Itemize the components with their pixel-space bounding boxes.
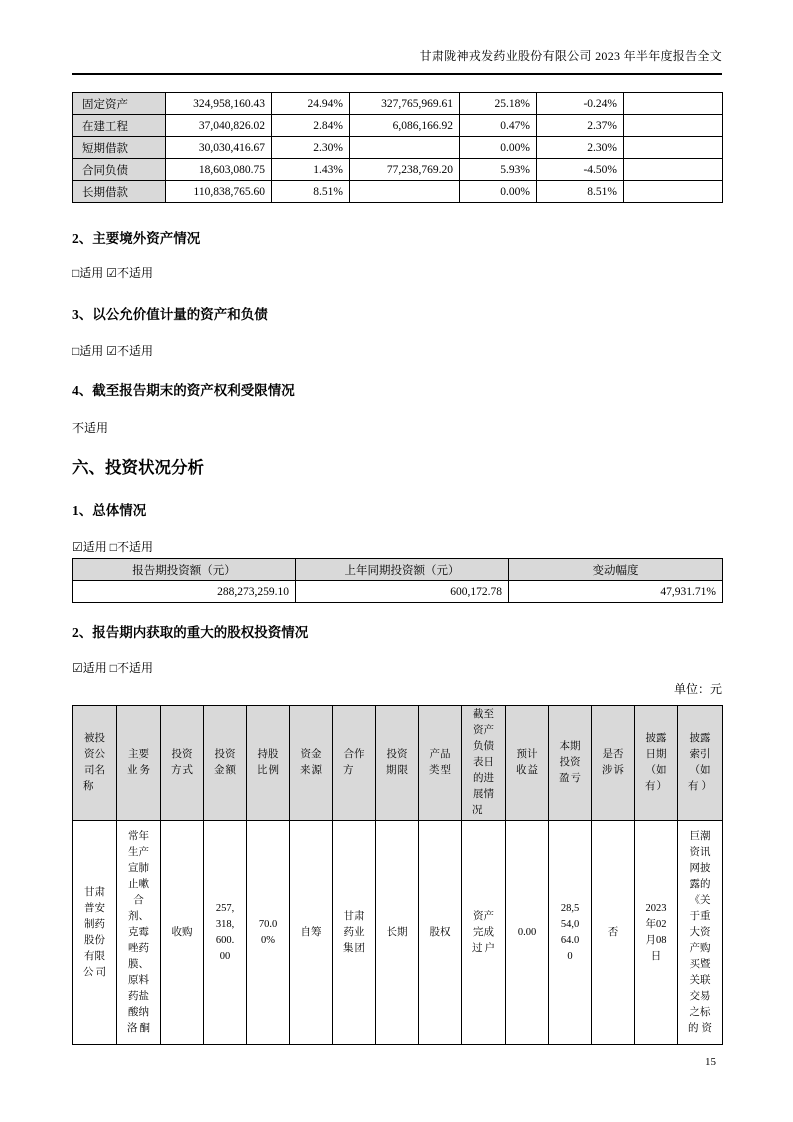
table-row (73, 821, 723, 1045)
summary-header-cell: 上年同期投资额（元） (296, 559, 509, 581)
asset-ratio-change-cell: -4.50% (537, 159, 624, 181)
equity-header-cell: 产品类型 (419, 706, 462, 821)
asset-amount-begin-cell (350, 137, 460, 159)
asset-item-cell: 长期借款 (73, 181, 166, 203)
table-row (73, 581, 723, 603)
equity-header-cell: 资金来源 (290, 706, 333, 821)
asset-ratio-end-cell: 2.84% (272, 115, 350, 137)
asset-item-cell: 短期借款 (73, 137, 166, 159)
section-title-major-equity: 2、报告期内获取的重大的股权投资情况 (72, 625, 309, 640)
asset-ratio-change-cell: -0.24% (537, 93, 624, 115)
report-header-title: 甘肃陇神戎发药业股份有限公司 2023 年半年度报告全文 (419, 49, 722, 63)
asset-item-cell: 在建工程 (73, 115, 166, 137)
main-business-cell: 常年生产宣肺止嗽合剂、克霉唑药膜、原料药盐酸纳洛酮 (117, 821, 161, 1045)
applicability-line: ☑适用 □不适用 (72, 661, 154, 675)
asset-amount-begin-cell: 77,238,769.20 (350, 159, 460, 181)
asset-amount-begin-cell (350, 181, 460, 203)
investment-method-cell: 收购 (161, 821, 204, 1045)
litigation-cell: 否 (592, 821, 635, 1045)
equity-header-cell: 持股比例 (247, 706, 290, 821)
equity-header-cell: 被投资公司名称 (73, 706, 117, 821)
disclosure-date-cell: 2023年02月08日 (635, 821, 678, 1045)
disclosure-index-cell: 巨潮资讯网披露的《关于重大资产购买暨关联交易之标的资 (678, 821, 723, 1045)
section-title-overall: 1、总体情况 (72, 503, 147, 518)
current-profit-loss-cell: 28,554,064.00 (549, 821, 592, 1045)
asset-note-cell (624, 159, 723, 181)
table-header-row (73, 706, 723, 821)
equity-header-cell: 投资方式 (161, 706, 204, 821)
asset-item-cell: 固定资产 (73, 93, 166, 115)
asset-amount-end-cell: 110,838,765.60 (166, 181, 272, 203)
equity-header-cell: 披露索引（如有） (678, 706, 723, 821)
product-type-cell: 股权 (419, 821, 462, 1045)
asset-note-cell (624, 181, 723, 203)
asset-amount-end-cell: 37,040,826.02 (166, 115, 272, 137)
equity-header-cell: 截至资产负债表日的进展情况 (462, 706, 506, 821)
table-row (73, 159, 723, 181)
asset-ratio-begin-cell: 5.93% (460, 159, 537, 181)
table-header-row (73, 559, 723, 581)
table-row (73, 137, 723, 159)
progress-cell: 资产完成过户 (462, 821, 506, 1045)
asset-ratio-end-cell: 8.51% (272, 181, 350, 203)
applicability-line: □适用 ☑不适用 (72, 266, 154, 280)
summary-header-cell: 变动幅度 (509, 559, 723, 581)
asset-amount-end-cell: 30,030,416.67 (166, 137, 272, 159)
asset-ratio-change-cell: 2.37% (537, 115, 624, 137)
header-rule (72, 73, 722, 75)
equity-header-cell: 披露日期（如有） (635, 706, 678, 821)
equity-header-cell: 投资金额 (204, 706, 247, 821)
equity-header-cell: 投资期限 (376, 706, 419, 821)
table-row (73, 181, 723, 203)
section-title-overseas-assets: 2、主要境外资产情况 (72, 231, 201, 246)
equity-header-cell: 主要业务 (117, 706, 161, 821)
applicability-line: □适用 ☑不适用 (72, 344, 154, 358)
table-row (73, 115, 723, 137)
shareholding-ratio-cell: 70.00% (247, 821, 290, 1045)
summary-value-cell: 288,273,259.10 (73, 581, 296, 603)
summary-header-cell: 报告期投资额（元） (73, 559, 296, 581)
investment-term-cell: 长期 (376, 821, 419, 1045)
asset-amount-begin-cell: 327,765,969.61 (350, 93, 460, 115)
equity-header-cell: 是否涉诉 (592, 706, 635, 821)
applicability-line: ☑适用 □不适用 (72, 540, 154, 554)
asset-ratio-begin-cell: 0.00% (460, 137, 537, 159)
asset-item-cell: 合同负债 (73, 159, 166, 181)
asset-amount-begin-cell: 6,086,166.92 (350, 115, 460, 137)
table-row (73, 93, 723, 115)
section-title-restricted-rights: 4、截至报告期末的资产权利受限情况 (72, 383, 295, 398)
not-applicable-line: 不适用 (72, 421, 109, 435)
asset-amount-end-cell: 324,958,160.43 (166, 93, 272, 115)
asset-ratio-begin-cell: 0.00% (460, 181, 537, 203)
summary-value-cell: 600,172.78 (296, 581, 509, 603)
expected-return-cell: 0.00 (506, 821, 549, 1045)
asset-amount-end-cell: 18,603,080.75 (166, 159, 272, 181)
equity-header-cell: 预计收益 (506, 706, 549, 821)
investment-summary-table (72, 558, 723, 603)
asset-ratio-end-cell: 24.94% (272, 93, 350, 115)
unit-label: 单位：元 (673, 682, 722, 696)
equity-header-cell: 本期投资盈亏 (549, 706, 592, 821)
asset-ratio-end-cell: 2.30% (272, 137, 350, 159)
asset-ratio-begin-cell: 0.47% (460, 115, 537, 137)
funding-source-cell: 自筹 (290, 821, 333, 1045)
equity-header-cell: 合作方 (333, 706, 376, 821)
summary-value-cell: 47,931.71% (509, 581, 723, 603)
asset-ratio-change-cell: 2.30% (537, 137, 624, 159)
asset-ratio-change-cell: 8.51% (537, 181, 624, 203)
section-title-investment-analysis: 六、投资状况分析 (72, 458, 204, 477)
asset-ratio-begin-cell: 25.18% (460, 93, 537, 115)
asset-note-cell (624, 93, 723, 115)
asset-ratio-end-cell: 1.43% (272, 159, 350, 181)
asset-note-cell (624, 115, 723, 137)
asset-note-cell (624, 137, 723, 159)
investment-amount-cell: 257,318,600.00 (204, 821, 247, 1045)
partner-cell: 甘肃药业集团 (333, 821, 376, 1045)
equity-investment-table (72, 705, 723, 1045)
investee-company-cell: 甘肃普安制药股份有限公司 (73, 821, 117, 1045)
section-title-fair-value: 3、以公允价值计量的资产和负债 (72, 307, 268, 322)
asset-change-table (72, 92, 723, 203)
page-number: 15 (705, 1056, 716, 1068)
